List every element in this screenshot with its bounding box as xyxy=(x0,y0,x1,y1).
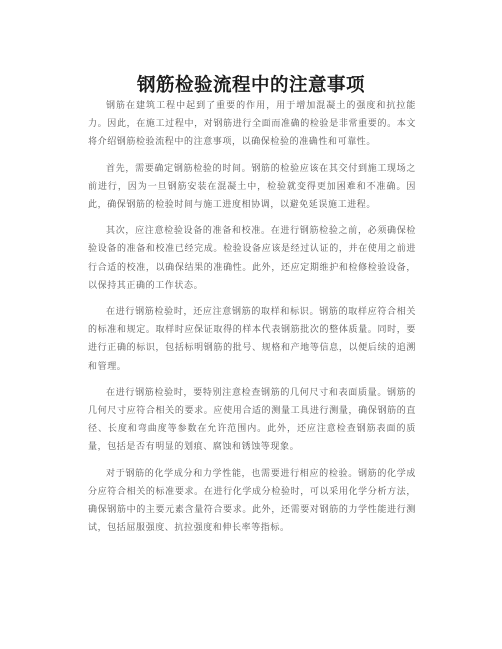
paragraph-sampling-marking: 在进行钢筋检验时，还应注意钢筋的取样和标识。钢筋的取样应符合相关的标准和规定。取样时应保证取得的样本代表钢筋批次的整体质量。同时，要进行正确的标识，包括标明钢筋的批号、规格和产地等信息，以便后续的追溯和管理。 xyxy=(88,307,416,372)
paragraph-geometry-surface: 在进行钢筋检验时，要特别注意检查钢筋的几何尺寸和表面质量。钢筋的几何尺寸应符合相关的要求。应使用合适的测量工具进行测量，确保钢筋的直径、长度和弯曲度等参数在允许范围内。此外，还应注意检查钢筋表面的质量，包括是否有明显的划痕、腐蚀和锈蚀等现象。 xyxy=(88,387,416,453)
paragraph-inspection-timing: 首先，需要确定钢筋检验的时间。钢筋的检验应该在其交付到施工现场之前进行，因为一旦钢筋安装在混凝土中，检验就变得更加困难和不准确。因此，确保钢筋的检验时间与施工进度相协调，以避免延误施工进程。 xyxy=(88,163,416,211)
paragraph-intro: 钢筋在建筑工程中起到了重要的作用，用于增加混凝土的强度和抗拉能力。因此，在施工过程中，对钢筋进行全面而准确的检验是非常重要的。本文将介绍钢筋检验流程中的注意事项，以确保检验的准确性和可靠性。 xyxy=(88,101,416,148)
document-body xyxy=(88,97,416,545)
paragraph-equipment-calibration: 其次，应注意检验设备的准备和校准。在进行钢筋检验之前，必须确保检验设备的准备和校准已经完成。检验设备应该是经过认证的，并在使用之前进行合适的校准，以确保结果的准确性。此外，还应定期维护和检修检验设备，以保持其正确的工作状态。 xyxy=(88,226,416,291)
paragraph-chemical-mechanical: 对于钢筋的化学成分和力学性能，也需要进行相应的检验。钢筋的化学成分应符合相关的标准要求。在进行化学成分检验时，可以采用化学分析方法，确保钢筋中的主要元素含量符合要求。此外，还需要对钢筋的力学性能进行测试，包括屈服强度、抗拉强度和伸长率等指标。 xyxy=(88,468,416,534)
page-title: 钢筋检验流程中的注意事项 xyxy=(136,75,365,97)
